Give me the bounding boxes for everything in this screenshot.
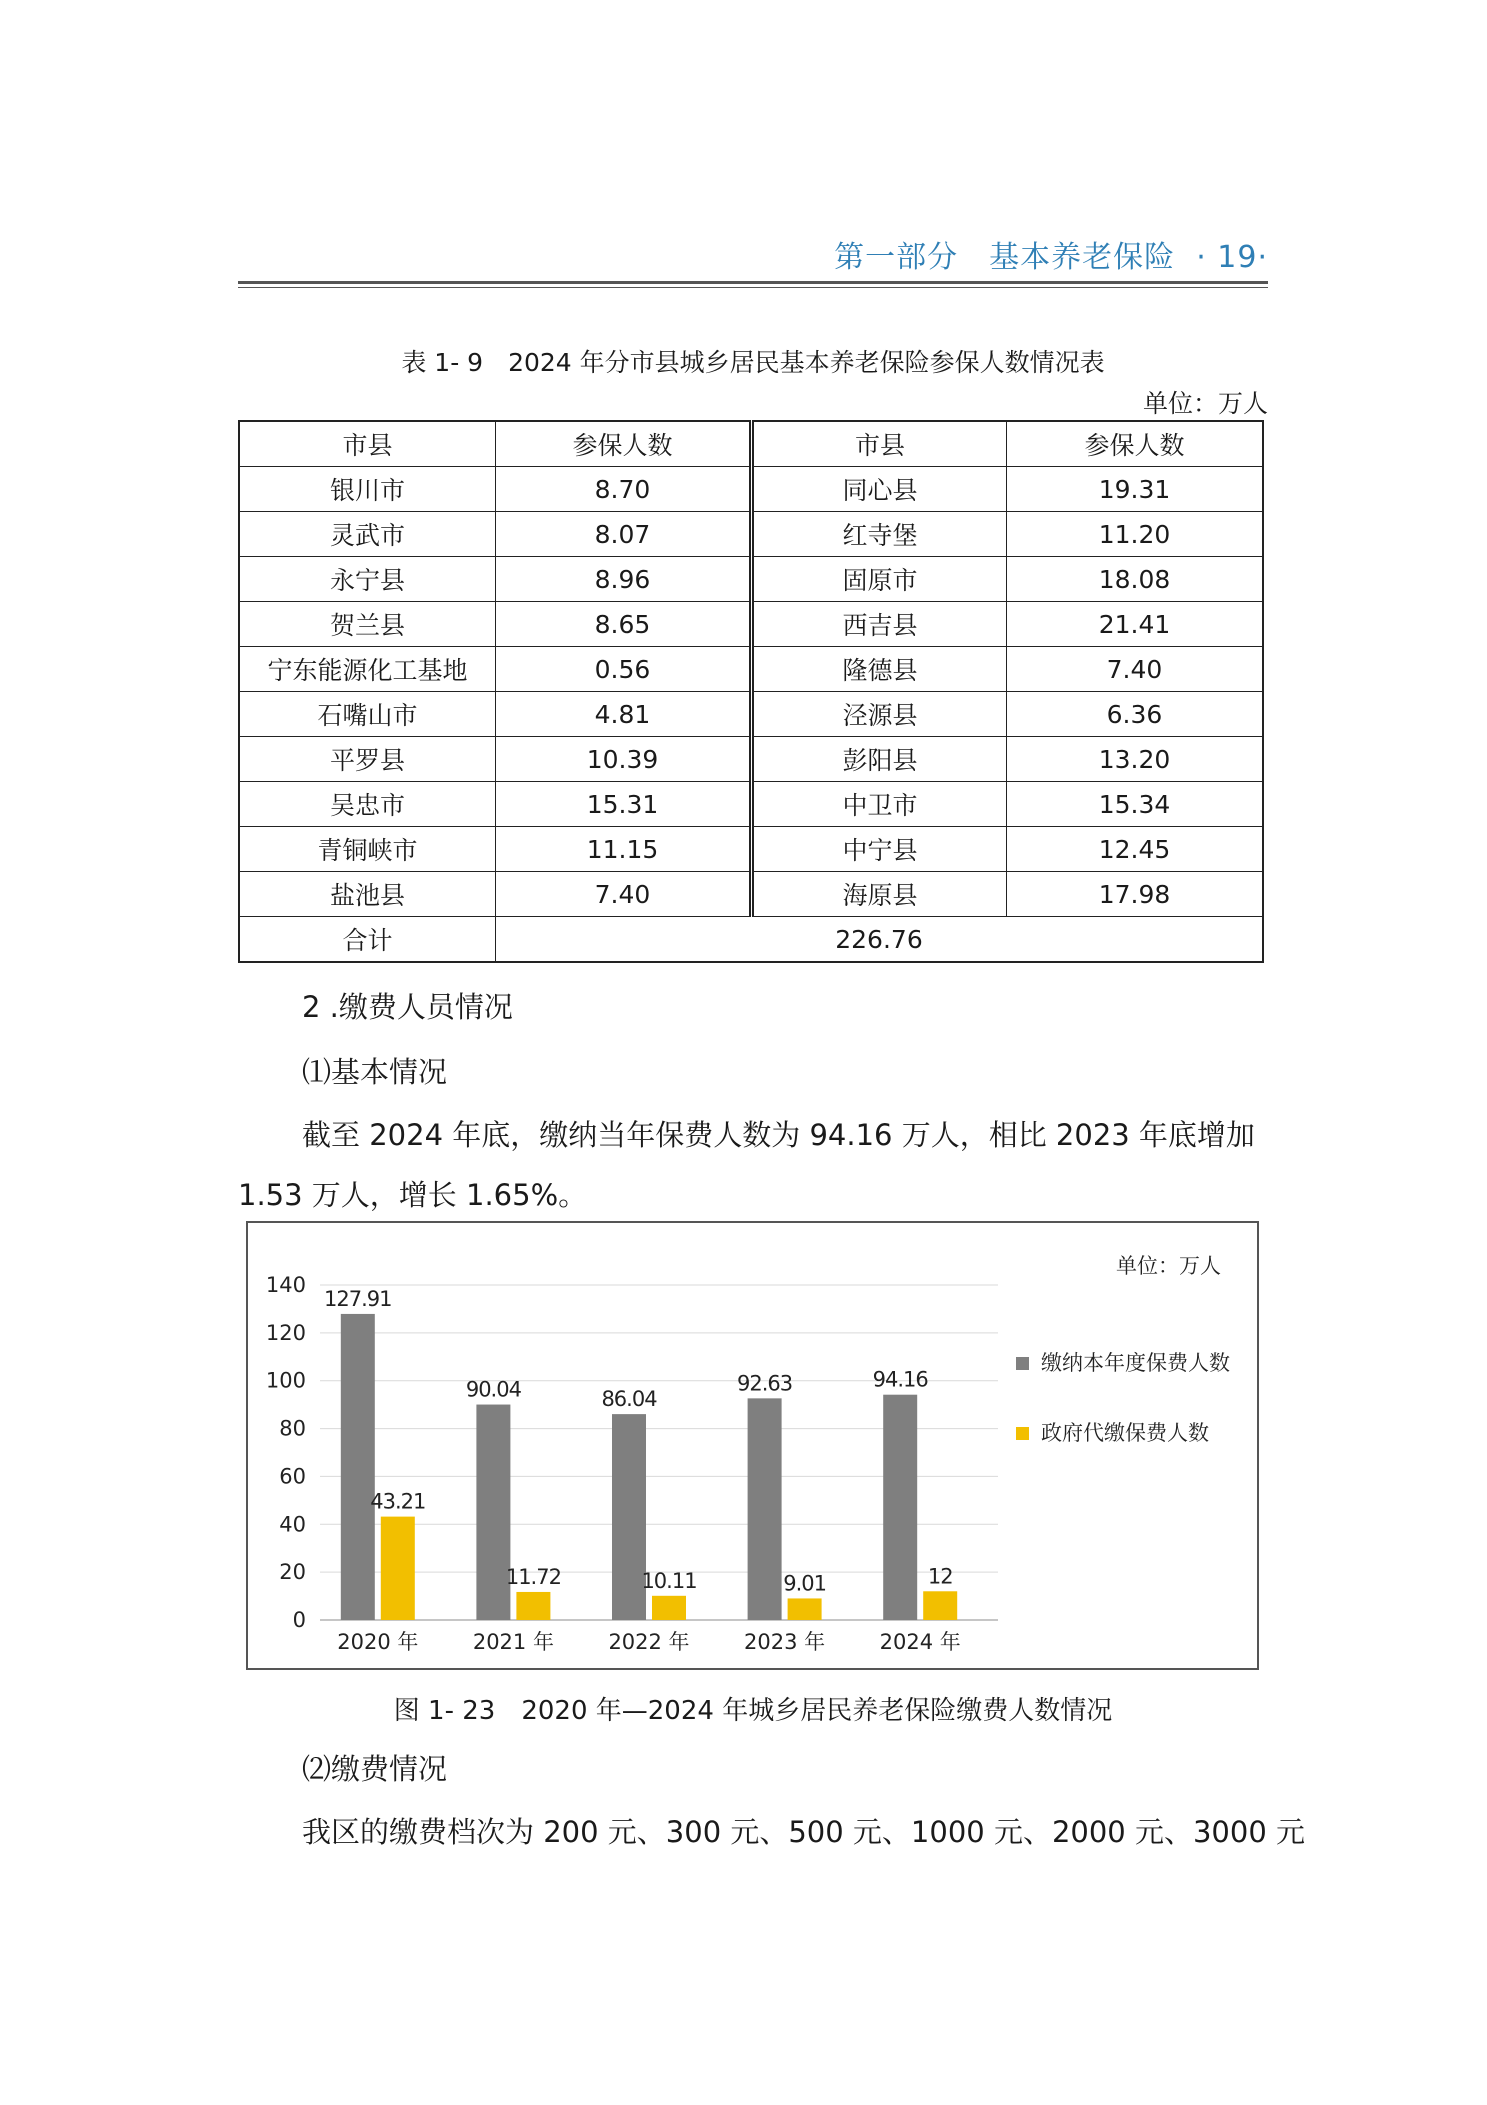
legend-swatch (1016, 1427, 1029, 1440)
table-cell: 石嘴山市 (239, 692, 496, 737)
table-cell: 7.40 (1007, 647, 1264, 692)
table-cell: 灵武市 (239, 512, 496, 557)
paragraph-line: 我区的缴费档次为 200 元、300 元、500 元、1000 元、2000 元、3000 元 (302, 1815, 1305, 1849)
data-label: 90.04 (465, 1377, 521, 1402)
subsection-heading: ⑴基本情况 (302, 1055, 448, 1089)
x-tick-label: 2020 年 (337, 1630, 419, 1654)
x-tick-label: 2021 年 (472, 1630, 554, 1654)
table-cell: 15.31 (496, 782, 752, 827)
table-cell: 15.34 (1007, 782, 1264, 827)
y-tick-label: 80 (279, 1416, 306, 1441)
table-cell: 11.20 (1007, 512, 1264, 557)
data-label: 92.63 (737, 1371, 793, 1396)
table-cell: 固原市 (752, 557, 1007, 602)
table-cell: 21.41 (1007, 602, 1264, 647)
table-cell: 吴忠市 (239, 782, 496, 827)
data-label: 127.91 (324, 1286, 392, 1311)
bar-paid (883, 1395, 917, 1620)
table-row (239, 872, 1263, 917)
data-label: 10.11 (641, 1568, 697, 1593)
table-body (239, 421, 1263, 962)
table-cell: 8.07 (496, 512, 752, 557)
table-caption: 表 1- 9 2024 年分市县城乡居民基本养老保险参保人数情况表 (401, 348, 1105, 377)
bar-government (788, 1598, 822, 1620)
total-value: 226.76 (496, 917, 1264, 963)
subsection-heading: ⑵缴费情况 (302, 1752, 448, 1786)
table-cell: 12.45 (1007, 827, 1264, 872)
y-tick-label: 0 (292, 1608, 306, 1632)
table-cell: 青铜峡市 (239, 827, 496, 872)
table-cell: 永宁县 (239, 557, 496, 602)
legend-label: 政府代缴保费人数 (1041, 1421, 1209, 1445)
bar-government (516, 1592, 550, 1620)
table-cell: 盐池县 (239, 872, 496, 917)
y-tick-label: 120 (265, 1320, 306, 1345)
table-cell: 海原县 (752, 872, 1007, 917)
table-row (239, 827, 1263, 872)
table-cell: 西吉县 (752, 602, 1007, 647)
table-cell: 彭阳县 (752, 737, 1007, 782)
bar-government (652, 1596, 686, 1620)
bar-chart (246, 1221, 1259, 1670)
data-label: 12 (927, 1564, 953, 1589)
table-cell: 8.65 (496, 602, 752, 647)
header-cell: 参保人数 (1007, 421, 1264, 467)
chart-unit-note: 单位：万人 (1116, 1254, 1221, 1278)
data-label: 94.16 (872, 1367, 928, 1392)
table-header-row (239, 421, 1263, 467)
data-label: 43.21 (370, 1489, 426, 1514)
bar-government (923, 1591, 957, 1620)
header-cell: 市县 (752, 421, 1007, 467)
table-cell: 贺兰县 (239, 602, 496, 647)
data-label: 9.01 (783, 1571, 826, 1596)
legend-swatch (1016, 1357, 1029, 1370)
table-total-row (239, 917, 1263, 963)
table-cell: 18.08 (1007, 557, 1264, 602)
y-tick-label: 100 (265, 1368, 306, 1393)
figure-caption: 图 1- 23 2020 年—2024 年城乡居民养老保险缴费人数情况 (393, 1696, 1113, 1726)
table-cell: 7.40 (496, 872, 752, 917)
table-row (239, 692, 1263, 737)
header-rule (238, 281, 1268, 288)
running-header (200, 232, 1268, 276)
table-cell: 红寺堡 (752, 512, 1007, 557)
table-cell: 8.96 (496, 557, 752, 602)
page-number: · 19· (1196, 240, 1268, 275)
table-row (239, 557, 1263, 602)
data-label: 11.72 (505, 1564, 561, 1589)
table-cell: 13.20 (1007, 737, 1264, 782)
table-cell: 6.36 (1007, 692, 1264, 737)
table-unit: 单位：万人 (1142, 389, 1268, 418)
table-row (239, 467, 1263, 512)
table-row (239, 782, 1263, 827)
y-tick-label: 140 (265, 1273, 306, 1297)
header-cell: 参保人数 (496, 421, 752, 467)
paragraph-line: 1.53 万人，增长 1.65%。 (238, 1178, 588, 1212)
table-cell: 隆德县 (752, 647, 1007, 692)
y-tick-label: 20 (279, 1560, 306, 1585)
header-cell: 市县 (239, 421, 496, 467)
table-cell: 同心县 (752, 467, 1007, 512)
table-cell: 0.56 (496, 647, 752, 692)
table-row (239, 737, 1263, 782)
x-tick-label: 2023 年 (744, 1630, 826, 1654)
data-label: 86.04 (601, 1387, 657, 1412)
bar-government (381, 1517, 415, 1620)
y-tick-label: 60 (279, 1464, 306, 1489)
table-cell: 8.70 (496, 467, 752, 512)
x-tick-label: 2024 年 (879, 1630, 961, 1654)
table-cell: 宁东能源化工基地 (239, 647, 496, 692)
x-tick-label: 2022 年 (608, 1630, 690, 1654)
table-cell: 平罗县 (239, 737, 496, 782)
paragraph-line: 截至 2024 年底，缴纳当年保费人数为 94.16 万人，相比 2023 年底增加 (302, 1118, 1255, 1152)
section-heading: 2 .缴费人员情况 (302, 990, 513, 1024)
table-cell: 11.15 (496, 827, 752, 872)
table-cell: 泾源县 (752, 692, 1007, 737)
table-cell: 17.98 (1007, 872, 1264, 917)
table-cell: 10.39 (496, 737, 752, 782)
y-tick-label: 40 (279, 1512, 306, 1537)
table-cell: 19.31 (1007, 467, 1264, 512)
enrollment-table (238, 420, 1264, 963)
table-cell: 中宁县 (752, 827, 1007, 872)
table-row (239, 512, 1263, 557)
table-row (239, 602, 1263, 647)
table-cell: 中卫市 (752, 782, 1007, 827)
bar-paid (341, 1314, 375, 1620)
bar-paid (748, 1398, 782, 1620)
part-title: 第一部分 基本养老保险 (834, 240, 1176, 275)
table-row (239, 647, 1263, 692)
total-label: 合计 (239, 917, 496, 963)
table-cell: 4.81 (496, 692, 752, 737)
legend-label: 缴纳本年度保费人数 (1041, 1351, 1230, 1375)
table-cell: 银川市 (239, 467, 496, 512)
